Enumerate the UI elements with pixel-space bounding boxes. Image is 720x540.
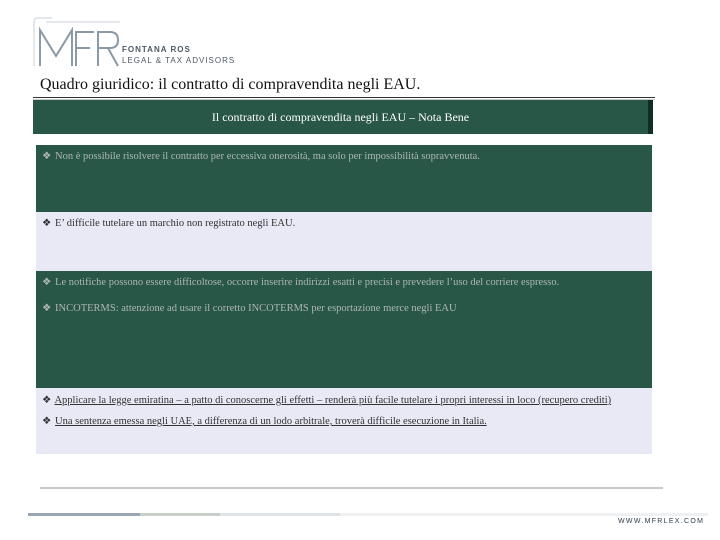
bullet-text: Le notifiche possono essere difficoltose, occorre inserire indirizzi esatti e precisi e prevedere l’uso del corriere espresso. [55, 277, 560, 288]
bullet-item [42, 415, 646, 428]
note-row-3 [36, 271, 652, 388]
diamond-bullet-icon: ❖ [42, 218, 52, 229]
footer-color-bar [28, 503, 708, 506]
bullet-item [42, 150, 646, 163]
diamond-bullet-icon: ❖ [42, 277, 52, 288]
bullet-text: Non è possibile risolvere il contratto per eccessiva onerosità, ma solo per impossibilità sopravvenuta. [55, 151, 480, 162]
bullet-item [42, 302, 646, 315]
diamond-bullet-icon: ❖ [42, 395, 52, 406]
logo-line-2: LEGAL & TAX ADVISORS [122, 56, 236, 65]
mfr-monogram-icon [32, 16, 122, 68]
bullet-text: Una sentenza emessa negli UAE, a differenza di un lodo arbitrale, troverà difficile esecuzione in Italia. [55, 416, 487, 427]
logo-wordmark [122, 44, 235, 66]
bullet-item [42, 217, 646, 230]
diamond-bullet-icon: ❖ [42, 303, 52, 314]
footer-website[interactable]: WWW.MFRLEX.COM [618, 518, 705, 525]
diamond-bullet-icon: ❖ [42, 151, 52, 162]
bullet-item [42, 394, 646, 407]
note-row-2 [36, 212, 652, 271]
bullet-text: E’ difficile tutelare un marchio non registrato negli EAU. [55, 218, 296, 229]
slide-title: Quadro giuridico: il contratto di compravendita negli EAU. [40, 76, 421, 93]
bullet-text: Applicare la legge emiratina – a patto di conoscerne gli effetti – renderà più facile tutelare i propri interessi in loco (recupero crediti) [54, 395, 612, 406]
diamond-bullet-icon: ❖ [42, 416, 52, 427]
title-divider [33, 97, 655, 98]
note-row-4 [36, 388, 652, 454]
logo-line-1: FONTANA ROS [122, 45, 191, 54]
bullet-text: INCOTERMS: attenzione ad usare il corretto INCOTERMS per esportazione merce negli EAU [55, 303, 457, 314]
bullet-item [42, 276, 646, 289]
footer-divider [40, 487, 663, 489]
note-row-1 [36, 145, 652, 212]
section-header: Il contratto di compravendita negli EAU – Nota Bene [33, 100, 653, 134]
